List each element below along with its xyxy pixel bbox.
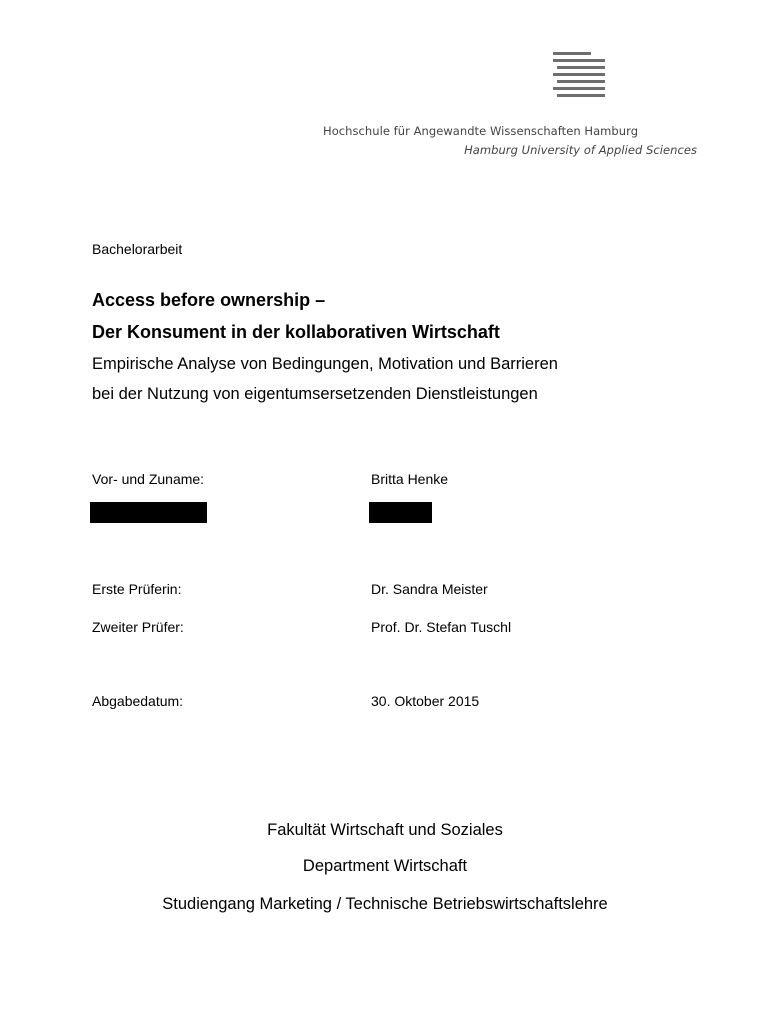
university-name-german: Hochschule für Angewandte Wissenschaften Hamburg xyxy=(323,124,639,138)
second-examiner-label: Zweiter Prüfer: xyxy=(92,619,184,635)
haw-hamburg-logo-icon xyxy=(551,52,607,104)
university-name-english: Hamburg University of Applied Sciences xyxy=(464,143,697,157)
submission-date-label: Abgabedatum: xyxy=(92,693,184,709)
title-line-1: Access before ownership – xyxy=(92,290,326,310)
name-label: Vor- und Zuname: xyxy=(92,471,205,487)
redaction-bar-value xyxy=(369,502,432,523)
name-value: Britta Henke xyxy=(371,471,449,487)
submission-date-value: 30. Oktober 2015 xyxy=(371,693,480,709)
document-type: Bachelorarbeit xyxy=(92,241,183,257)
first-examiner-label: Erste Prüferin: xyxy=(92,581,182,597)
faculty-name: Fakultät Wirtschaft und Soziales xyxy=(267,821,503,839)
first-examiner-value: Dr. Sandra Meister xyxy=(371,581,488,597)
subtitle-line-2: bei der Nutzung von eigentumsersetzenden Dienstleistungen xyxy=(92,385,538,403)
title-line-2: Der Konsument in der kollaborativen Wirtschaft xyxy=(92,322,500,342)
subtitle-line-1: Empirische Analyse von Bedingungen, Motivation und Barrieren xyxy=(92,355,558,373)
program-name: Studiengang Marketing / Technische Betriebswirtschaftslehre xyxy=(162,895,608,913)
department-name: Department Wirtschaft xyxy=(302,857,468,875)
redaction-bar-label xyxy=(90,502,207,523)
second-examiner-value: Prof. Dr. Stefan Tuschl xyxy=(371,619,512,635)
